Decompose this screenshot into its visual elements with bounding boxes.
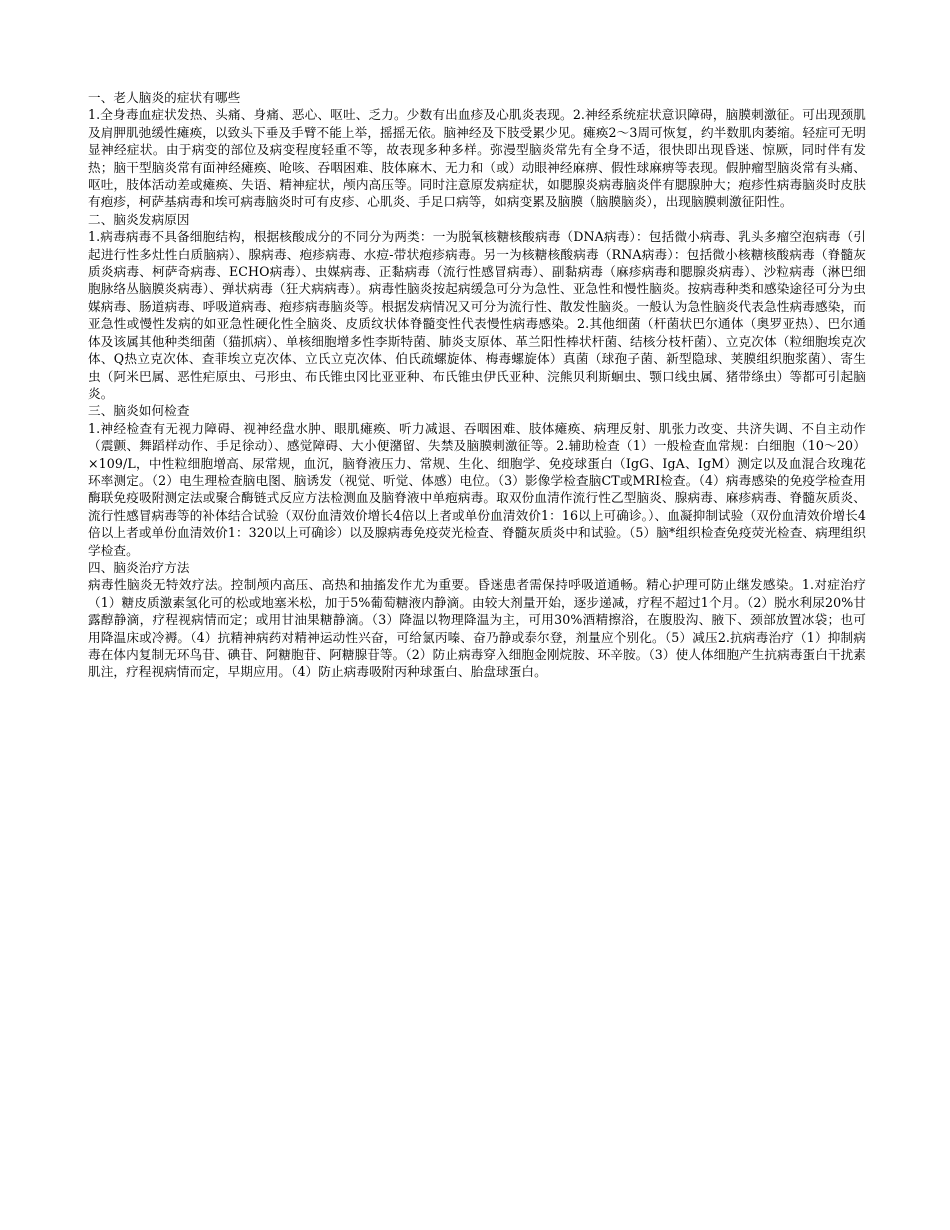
section-paragraph: 1.全身毒血症状发热、头痛、身痛、恶心、呕吐、乏力。少数有出血疹及心肌炎表现。2.神经系统症状意识障碍，脑膜刺激征。可出现颈肌及肩胛肌弛缓性瘫痪，以致头下垂及手臂不能上举，摇摇无依。脑神经及下肢受累少见。瘫痪2～3周可恢复，约半数肌肉萎缩。轻症可无明显神经症状。由于病变的部位及病变程度轻重不等，故表现多种多样。弥漫型脑炎常先有全身不适，很快即出现昏迷、惊厥，同时伴有发热；脑干型脑炎常有面神经瘫痪、呛咳、吞咽困难、肢体麻木、无力和（或）动眼神经麻痹、假性球麻痹等表现。假肿瘤型脑炎常有头痛、呕吐，肢体活动差或瘫痪、失语、精神症状，颅内高压等。同时注意原发病症状，如腮腺炎病毒脑炎伴有腮腺肿大；疱疹性病毒脑炎时皮肤有疱疹，柯萨基病毒和埃可病毒脑炎时可有皮疹、心肌炎、手足口病等，如病变累及脑膜（脑膜脑炎），出现脑膜刺激征阳性。: [88, 107, 866, 210]
document-body: [88, 89, 866, 681]
section-symptoms: [88, 89, 866, 211]
section-causes: [88, 211, 866, 402]
section-treatment: [88, 559, 866, 681]
section-heading: 一、老人脑炎的症状有哪些: [88, 90, 241, 105]
section-paragraph: 病毒性脑炎无特效疗法。控制颅内高压、高热和抽搐发作尤为重要。昏迷患者需保持呼吸道通畅。精心护理可防止继发感染。1.对症治疗（1）糖皮质激素氢化可的松或地塞米松，加于5%葡萄糖液内静滴。由较大剂量开始，逐步递减，疗程不超过1个月。（2）脱水利尿20%甘露醇静滴，疗程视病情而定；或用甘油果糖静滴。（3）降温以物理降温为主，可用30%酒精擦浴，在腹股沟、腋下、颈部放置冰袋；也可用降温床或冷褥。（4）抗精神病药对精神运动性兴奋，可给氯丙嗪、奋乃静或泰尔登，剂量应个别化。（5）减压2.抗病毒治疗（1）抑制病毒在体内复制无环鸟苷、碘苷、阿糖胞苷、阿糖腺苷等。（2）防止病毒穿入细胞金刚烷胺、环辛胺。（3）使人体细胞产生抗病毒蛋白干扰素肌注，疗程视病情而定，早期应用。（4）防止病毒吸附丙种球蛋白、胎盘球蛋白。: [88, 577, 866, 680]
section-paragraph: 1.神经检查有无视力障碍、视神经盘水肿、眼肌瘫痪、听力减退、吞咽困难、肢体瘫痪、病理反射、肌张力改变、共济失调、不自主动作（震颤、舞蹈样动作、手足徐动）、感觉障碍、大小便潴留、失禁及脑膜刺激征等。2.辅助检查（1）一般检查血常规：白细胞（10～20）×109/L，中性粒细胞增高、尿常规，血沉，脑脊液压力、常规、生化、细胞学、免疫球蛋白（IgG、IgA、IgM）测定以及血混合玫瑰花环率测定。（2）电生理检查脑电图、脑诱发（视觉、听觉、体感）电位。（3）影像学检查脑CT或MRI检查。（4）病毒感染的免疫学检查用酶联免疫吸附测定法或聚合酶链式反应方法检测血及脑脊液中单疱病毒。取双份血清作流行性乙型脑炎、腺病毒、麻疹病毒、脊髓灰质炎、流行性感冒病毒等的补体结合试验（双份血清效价增长4倍以上者或单份血清效价1：16以上可确诊。）、血凝抑制试验（双份血清效价增长4倍以上者或单份血清效价1：320以上可确诊）以及腺病毒免疫荧光检查、脊髓灰质炎中和试验。（5）脑*组织检查免疫荧光检查、病理组织学检查。: [88, 420, 866, 558]
section-paragraph: 1.病毒病毒不具备细胞结构，根据核酸成分的不同分为两类：一为脱氧核糖核酸病毒（DNA病毒）：包括微小病毒、乳头多瘤空泡病毒（引起进行性多灶性白质脑病）、腺病毒、疱疹病毒、水痘-带状疱疹病毒。另一为核糖核酸病毒（RNA病毒）：包括微小核糖核酸病毒（脊髓灰质炎病毒、柯萨奇病毒、ECHO病毒）、虫媒病毒、正黏病毒（流行性感冒病毒）、副黏病毒（麻疹病毒和腮腺炎病毒）、沙粒病毒（淋巴细胞脉络丛脑膜炎病毒）、弹状病毒（狂犬病病毒）。病毒性脑炎按起病缓急可分为急性、亚急性和慢性脑炎。按病毒种类和感染途径可分为虫媒病毒、肠道病毒、呼吸道病毒、疱疹病毒脑炎等。根据发病情况又可分为流行性、散发性脑炎。一般认为急性脑炎代表急性病毒感染，而亚急性或慢性发病的如亚急性硬化性全脑炎、皮质纹状体脊髓变性代表慢性病毒感染。2.其他细菌（杆菌状巴尔通体（奥罗亚热）、巴尔通体及该属其他种类细菌（猫抓病）、单核细胞增多性李斯特菌、肺炎支原体、革兰阳性棒状杆菌、结核分枝杆菌）、立克次体（粒细胞埃克次体、Q热立克次体、查菲埃立克次体、立氏立克次体、伯氏疏螺旋体、梅毒螺旋体）真菌（球孢子菌、新型隐球、荚膜组织胞浆菌）、寄生虫（阿米巴属、恶性疟原虫、弓形虫、布氏锥虫冈比亚亚种、布氏锥虫伊氏亚种、浣熊贝利斯蛔虫、颚口线虫属、猪带绦虫）等都可引起脑炎。: [88, 229, 866, 401]
section-heading: 二、脑炎发病原因: [88, 211, 190, 227]
section-examination: [88, 402, 866, 559]
section-heading: 四、脑炎治疗方法: [88, 559, 190, 575]
section-heading: 三、脑炎如何检查: [88, 403, 190, 419]
